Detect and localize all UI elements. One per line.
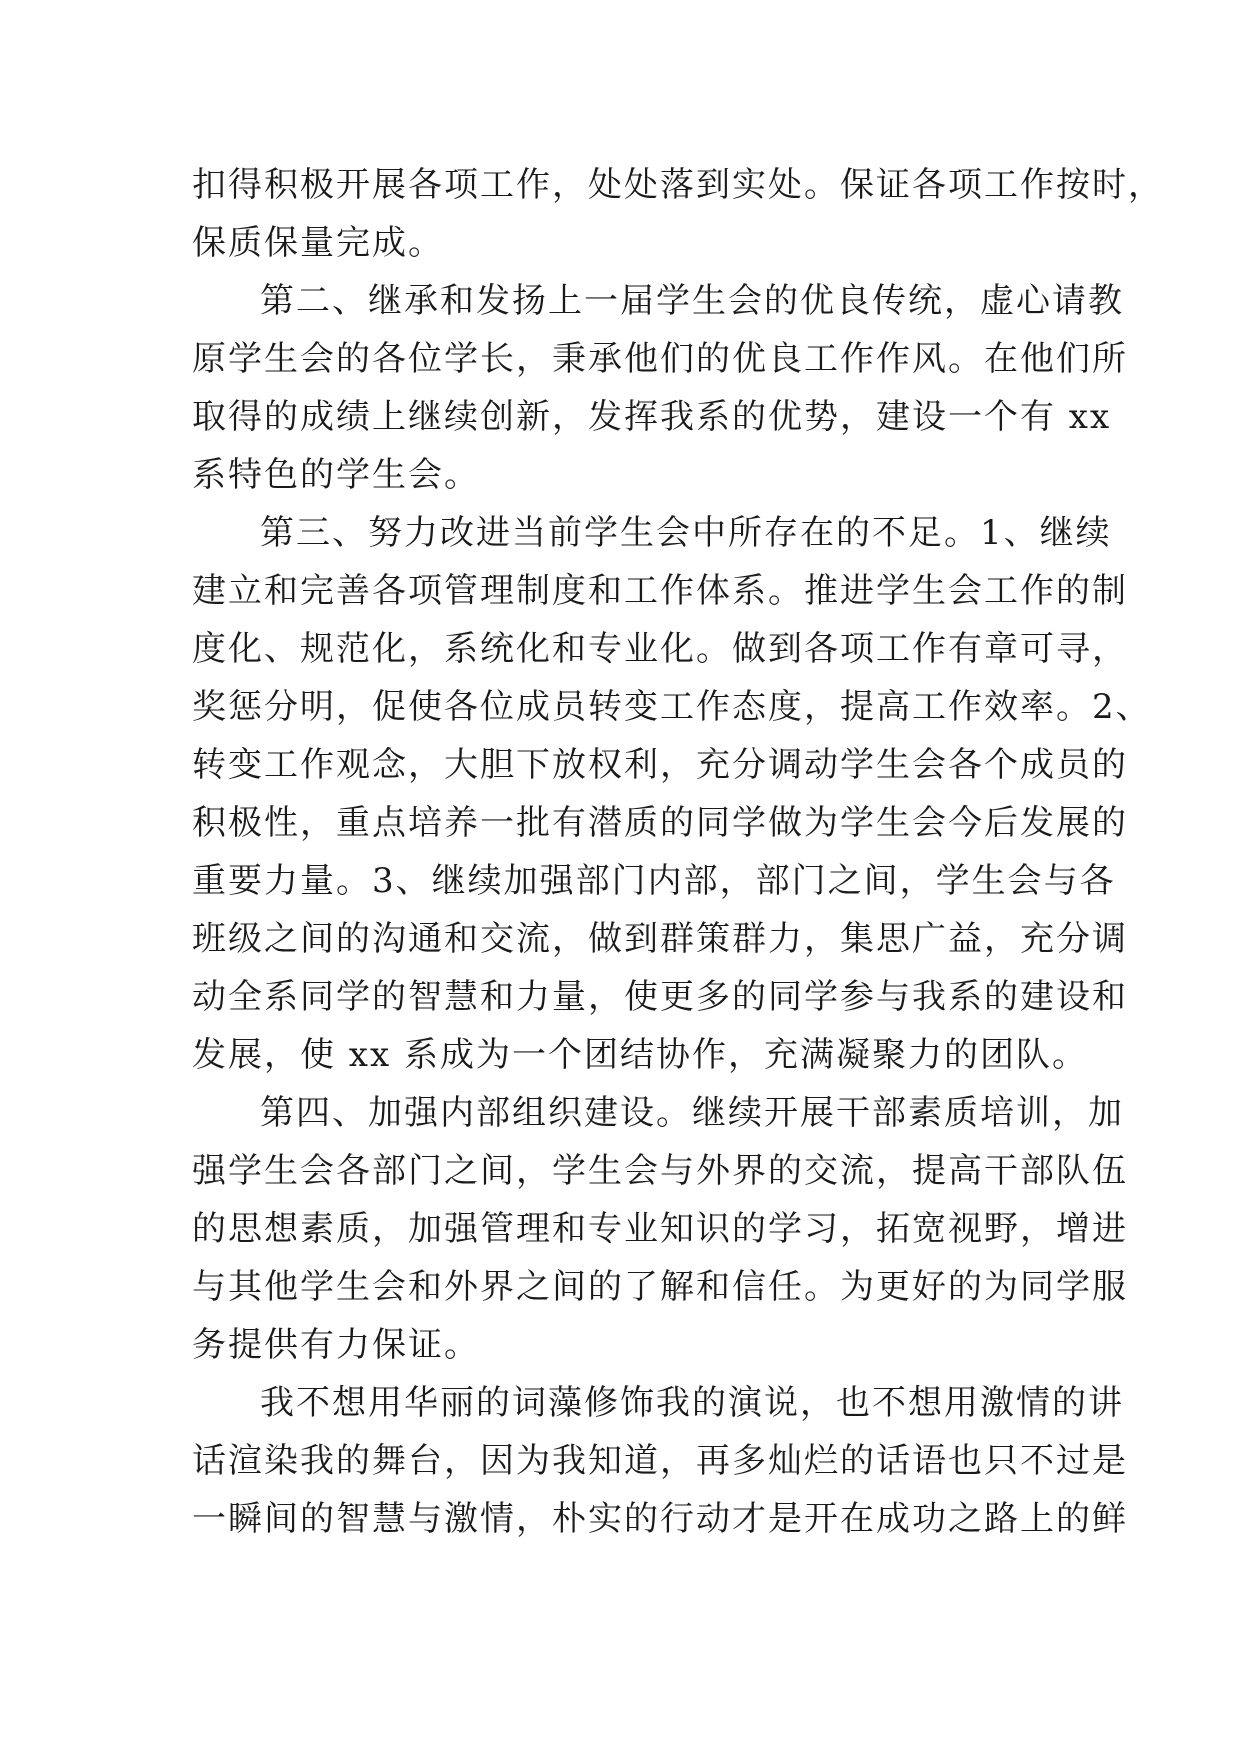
text-line: 度化、规范化，系统化和专业化。做到各项工作有章可寻， — [192, 629, 1128, 669]
text-line: 扣得积极开展各项工作，处处落到实处。保证各项工作按时， — [192, 165, 1164, 205]
text-line: 务提供有力保证。 — [192, 1325, 480, 1365]
text-line: 发展，使 xx 系成为一个团结协作，充满凝聚力的团队。 — [192, 1035, 1088, 1075]
text-line: 建立和完善各项管理制度和工作体系。推进学生会工作的制 — [192, 571, 1128, 611]
paragraph-first-line: 第四、加强内部组织建设。继续开展干部素质培训，加 — [260, 1093, 1124, 1133]
text-line: 话渲染我的舞台，因为我知道，再多灿烂的话语也只不过是 — [192, 1441, 1128, 1481]
paragraph-first-line: 第三、努力改进当前学生会中所存在的不足。1、继续 — [260, 513, 1112, 553]
paragraph-first-line: 第二、继承和发扬上一届学生会的优良传统，虚心请教 — [260, 281, 1124, 321]
text-line: 积极性，重点培养一批有潜质的同学做为学生会今后发展的 — [192, 803, 1128, 843]
paragraph-first-line: 我不想用华丽的词藻修饰我的演说，也不想用激情的讲 — [260, 1383, 1124, 1423]
text-line: 转变工作观念，大胆下放权利，充分调动学生会各个成员的 — [192, 745, 1128, 785]
text-line: 原学生会的各位学长，秉承他们的优良工作作风。在他们所 — [192, 339, 1128, 379]
text-line: 强学生会各部门之间，学生会与外界的交流，提高干部队伍 — [192, 1151, 1128, 1191]
text-line: 重要力量。3、继续加强部门内部，部门之间，学生会与各 — [192, 861, 1116, 901]
text-line: 一瞬间的智慧与激情，朴实的行动才是开在成功之路上的鲜 — [192, 1499, 1128, 1539]
text-line: 保质保量完成。 — [192, 223, 444, 263]
text-line: 取得的成绩上继续创新，发挥我系的优势，建设一个有 xx — [192, 397, 1112, 437]
text-line: 动全系同学的智慧和力量，使更多的同学参与我系的建设和 — [192, 977, 1128, 1017]
text-line: 的思想素质，加强管理和专业知识的学习，拓宽视野，增进 — [192, 1209, 1128, 1249]
text-line: 班级之间的沟通和交流，做到群策群力，集思广益，充分调 — [192, 919, 1128, 959]
text-line: 奖惩分明，促使各位成员转变工作态度，提高工作效率。2、 — [192, 687, 1152, 727]
text-line: 系特色的学生会。 — [192, 455, 480, 495]
text-line: 与其他学生会和外界之间的了解和信任。为更好的为同学服 — [192, 1267, 1128, 1307]
document-body — [192, 156, 1164, 1548]
